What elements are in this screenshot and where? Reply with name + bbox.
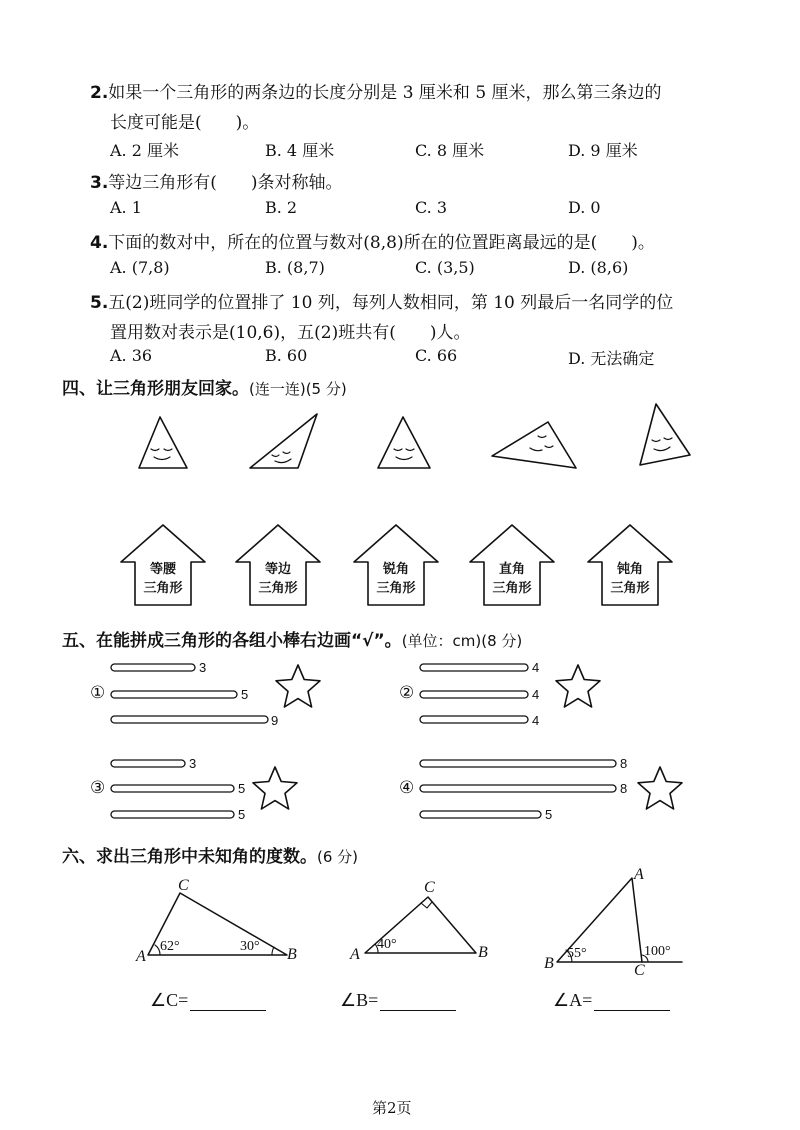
q2-option-d: D. 9 厘米 [568, 141, 638, 160]
star-4[interactable] [638, 767, 682, 809]
q5-option-a: A. 36 [110, 346, 153, 365]
question-4-number: 4. [90, 233, 109, 253]
stick-length: 8 [620, 756, 628, 771]
q5-option-c: C. 66 [415, 346, 458, 365]
angle-value: 30° [240, 939, 260, 954]
question-3-line1: 3.等边三角形有( )条对称轴。 [90, 173, 343, 193]
vertex-label-c: C [634, 962, 645, 979]
stick-length: 5 [238, 807, 246, 822]
answer-b-row: ∠B= [340, 990, 456, 1011]
question-5-line2: 置用数对表示是(10,6)，五(2)班共有( )人。 [110, 323, 471, 343]
q3-option-d: D. 0 [568, 198, 601, 217]
triangle-face-1[interactable] [139, 417, 187, 468]
stick-length: 8 [620, 781, 628, 796]
house-label-right: 直角 三角形 [492, 562, 532, 596]
vertex-label-a: A [350, 946, 360, 963]
q4-option-c: C. (3,5) [415, 258, 475, 277]
q3-option-c: C. 3 [415, 198, 448, 217]
q5-option-b: B. 60 [265, 346, 308, 365]
triangle-face-2[interactable] [250, 414, 317, 468]
q4-option-d: D. (8,6) [568, 258, 629, 277]
q2-option-a: A. 2 厘米 [110, 141, 179, 160]
section-4-title: 四、让三角形朋友回家。(连一连)(5 分) [62, 379, 347, 399]
section-5-title: 五、在能拼成三角形的各组小棒右边画“√”。(单位：cm)(8 分) [62, 631, 523, 651]
vertex-label-a: A [634, 866, 644, 883]
angle-value: 100° [644, 944, 671, 959]
question-4-line1: 4.下面的数对中，所在的位置与数对(8,8)所在的位置距离最远的是( )。 [90, 233, 655, 253]
stick-group-3 [111, 760, 234, 818]
group-4-mark: ④ [399, 778, 415, 798]
house-label-acute: 锐角 三角形 [376, 562, 416, 596]
angle-value: 62° [160, 939, 180, 954]
star-2[interactable] [556, 665, 600, 707]
group-3-mark: ③ [90, 778, 106, 798]
house-label-equilateral: 等边 三角形 [258, 562, 298, 596]
triangle-face-4[interactable] [492, 422, 576, 468]
stick-length: 5 [545, 807, 553, 822]
angle-value: 40° [377, 937, 397, 952]
section-6-title: 六、求出三角形中未知角的度数。(6 分) [62, 847, 359, 867]
q5-option-d: D. 无法确定 [568, 349, 655, 368]
question-2-line2: 长度可能是( )。 [110, 113, 260, 133]
stick-length: 9 [271, 713, 279, 728]
vertex-label-b: B [544, 955, 554, 972]
answer-a-row: ∠A= [553, 990, 670, 1011]
q3-option-a: A. 1 [110, 198, 142, 217]
group-2-mark: ② [399, 683, 415, 703]
q4-option-a: A. (7,8) [110, 258, 170, 277]
house-label-obtuse: 钝角 三角形 [610, 562, 650, 596]
stick-length: 3 [189, 756, 197, 771]
question-2-number: 2. [90, 83, 109, 103]
stick-length: 5 [241, 687, 249, 702]
q3-option-b: B. 2 [265, 198, 298, 217]
stick-length: 3 [199, 660, 207, 675]
answer-b-blank[interactable] [380, 992, 456, 1011]
star-1[interactable] [276, 665, 320, 707]
vertex-label-c: C [424, 879, 435, 896]
question-2-line1: 2.如果一个三角形的两条边的长度分别是 3 厘米和 5 厘米，那么第三条边的 [90, 83, 662, 103]
stick-length: 4 [532, 660, 540, 675]
question-5-line1: 5.五(2)班同学的位置排了 10 列，每列人数相同，第 10 列最后一名同学的位 [90, 293, 674, 313]
answer-c-row: ∠C= [150, 990, 266, 1011]
page-number: 第2页 [372, 1099, 412, 1117]
vertex-label-a: A [136, 948, 146, 965]
stick-group-4 [420, 760, 616, 818]
q4-option-b: B. (8,7) [265, 258, 325, 277]
question-5-number: 5. [90, 293, 109, 313]
q2-option-b: B. 4 厘米 [265, 141, 335, 160]
triangle-face-5[interactable] [640, 404, 690, 465]
q2-option-c: C. 8 厘米 [415, 141, 485, 160]
angle-value: 55° [567, 946, 587, 961]
stick-group-2 [420, 664, 528, 723]
stick-length: 5 [238, 781, 246, 796]
stick-length: 4 [532, 713, 540, 728]
question-3-number: 3. [90, 173, 109, 193]
house-label-isosceles: 等腰 三角形 [143, 562, 183, 596]
triangle-face-3[interactable] [378, 417, 430, 468]
vertex-label-b: B [287, 946, 297, 963]
answer-c-blank[interactable] [190, 992, 266, 1011]
vertex-label-b: B [478, 944, 488, 961]
star-3[interactable] [253, 767, 297, 809]
stick-length: 4 [532, 687, 540, 702]
answer-a-blank[interactable] [594, 992, 670, 1011]
vertex-label-c: C [178, 877, 189, 894]
group-1-mark: ① [90, 683, 106, 703]
